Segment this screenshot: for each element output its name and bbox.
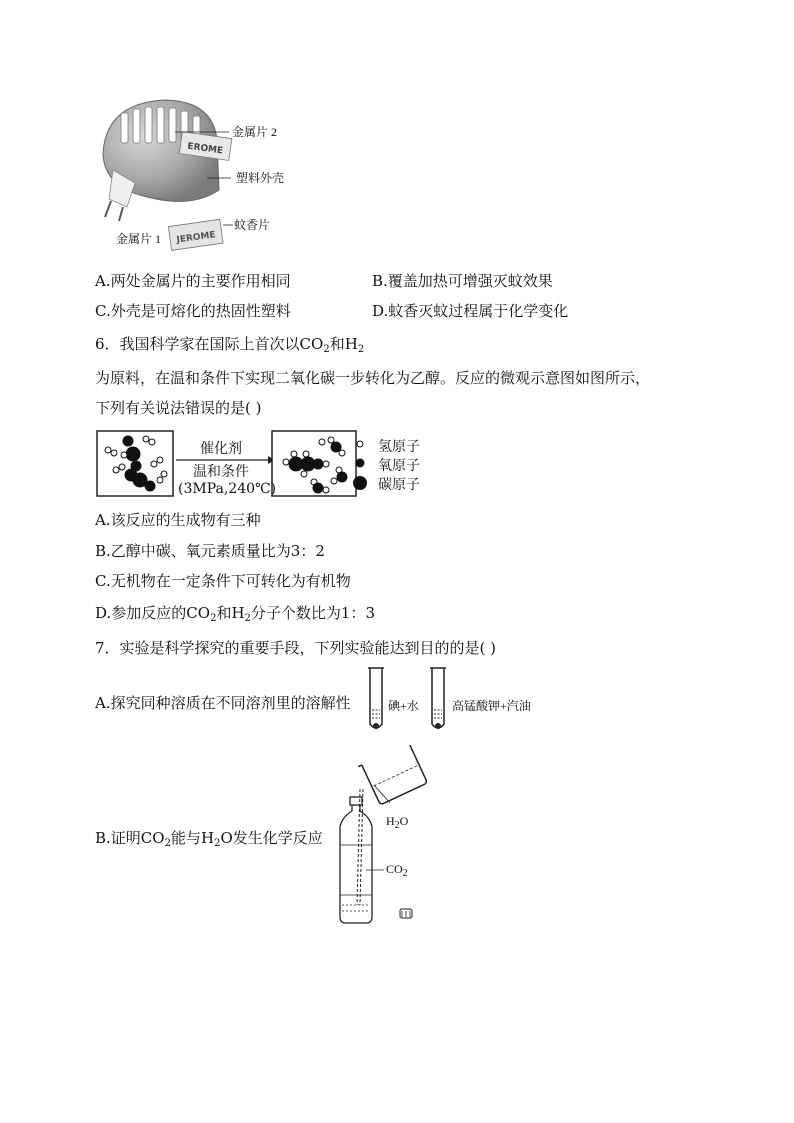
label-water: $H_2O$ xyxy=(386,814,409,831)
plastic-bottle xyxy=(340,797,372,923)
label-plastic-shell: 塑料外壳 xyxy=(236,171,285,185)
test-tube-1 xyxy=(368,668,384,729)
label-co2: $CO_2$ xyxy=(386,862,408,879)
pad-brand-top: EROME xyxy=(186,141,224,157)
arrow-label-catalyst: 催化剂 xyxy=(200,441,242,457)
q7-option-b: B.证明$CO_2$能与$H_2O$发生化学反应 xyxy=(95,829,323,849)
q6-option-d: D.参加反应的$CO_2$和$H_2$分子个数比为1：3 xyxy=(95,604,376,624)
legend-carbon-icon xyxy=(353,476,367,490)
q5-option-a: A.两处金属片的主要作用相同 xyxy=(95,272,291,290)
label-metal-1: 金属片 1 xyxy=(116,232,162,246)
q6-stem-line2: 为原料，在温和条件下实现二氧化碳一步转化为乙醇。反应的微观示意图如图所示， xyxy=(95,369,651,387)
q6-stem-line1: 6．我国科学家在国际上首次以$CO_2$和$H_2$ xyxy=(95,335,365,355)
legend-oxygen-label: 氧原子 xyxy=(378,458,420,474)
q5-option-c: C.外壳是可熔化的热固性塑料 xyxy=(95,302,291,320)
legend-hydrogen-icon xyxy=(357,441,363,447)
bottle-beaker-figure xyxy=(330,745,440,930)
label-metal-2: 金属片 2 xyxy=(232,125,278,139)
label-mosquito-coil: 蚊香片 xyxy=(234,218,271,232)
pad-brand-bottom: JEROME xyxy=(176,230,217,246)
beaker xyxy=(358,745,427,807)
q5-option-d: D.蚊香灭蚊过程属于化学变化 xyxy=(372,302,569,320)
legend-hydrogen-label: 氢原子 xyxy=(378,439,420,455)
arrow-label-mild: 温和条件 xyxy=(193,464,249,480)
tube2-label: 高锰酸钾+汽油 xyxy=(452,699,531,713)
legend-carbon-label: 碳原子 xyxy=(378,477,420,493)
q6-option-b: B.乙醇中碳、氧元素质量比为3：2 xyxy=(95,542,325,560)
tube1-label: 碘+水 xyxy=(388,699,419,713)
q7-stem: 7．实验是科学探究的重要手段，下列实验能达到目的的是( ) xyxy=(95,639,497,657)
arrow-label-conditions: (3MPa,240℃) xyxy=(178,481,277,497)
q6-stem-line3: 下列有关说法错误的是( ) xyxy=(95,399,262,417)
q6-option-c: C.无机物在一定条件下可转化为有机物 xyxy=(95,572,351,590)
mosquito-pad-bottom xyxy=(168,219,223,250)
q5-option-b: B.覆盖加热可增强灭蚊效果 xyxy=(372,272,553,290)
legend-oxygen-icon xyxy=(356,459,365,468)
test-tube-2 xyxy=(430,668,446,729)
q6-option-a: A.该反应的生成物有三种 xyxy=(95,511,261,529)
q7-option-a: A.探究同种溶质在不同溶剂里的溶解性 xyxy=(95,694,351,712)
bottle-cap xyxy=(400,909,412,918)
